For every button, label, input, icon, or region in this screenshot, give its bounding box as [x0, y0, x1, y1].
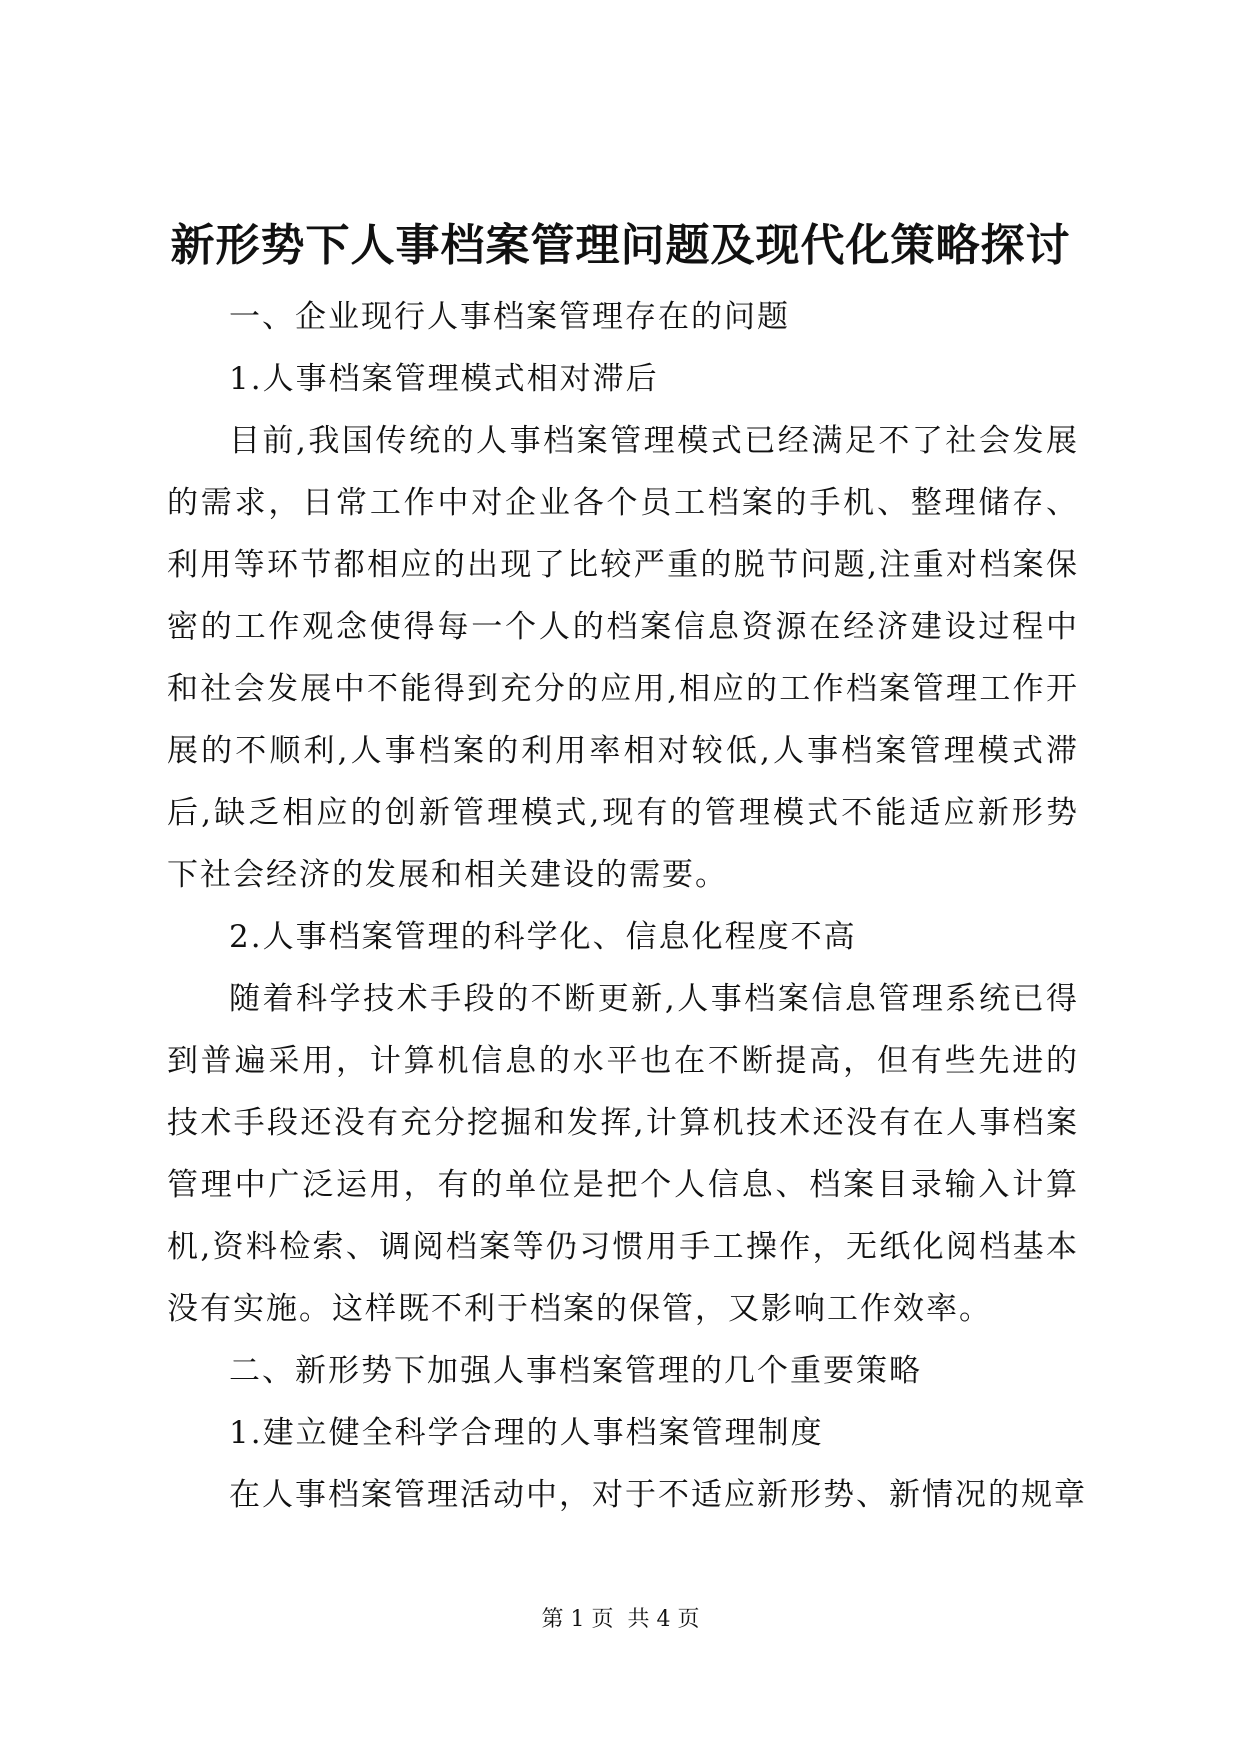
body-paragraph-3: 在人事档案管理活动中，对于不适应新形势、新情况的规章 — [229, 1477, 1087, 1513]
subsection-heading-1-1: 1.人事档案管理模式相对滞后 — [229, 361, 659, 397]
page-number: 第 1 页 — [541, 1607, 614, 1632]
document-title: 新形势下人事档案管理问题及现代化策略探讨 — [170, 220, 1071, 271]
body-paragraph-2: 随着科学技术手段的不断更新,人事档案信息管理系统已得到普遍采用，计算机信息的水平也在不断提高，但有些先进的技术手段还没有充分挖掘和发挥,计算机技术还没有在人事档案管理中广泛运用，有的单位是把个人信息、档案目录输入计算机,资料检索、调阅档案等仍习惯用手工操作，无纸化阅档基本没有实施。这样既不利于档案的保管，又影响工作效率。 — [167, 981, 1079, 1327]
document-body — [167, 286, 1087, 1526]
subsection-heading-1-2: 2.人事档案管理的科学化、信息化程度不高 — [229, 919, 857, 955]
section-heading-2: 二、新形势下加强人事档案管理的几个重要策略 — [229, 1353, 922, 1389]
subsection-heading-2-1: 1.建立健全科学合理的人事档案管理制度 — [229, 1415, 824, 1451]
page-total: 共 4 页 — [627, 1607, 700, 1632]
page-footer — [0, 1605, 1241, 1635]
section-heading-1: 一、企业现行人事档案管理存在的问题 — [229, 299, 790, 335]
body-paragraph-1: 目前,我国传统的人事档案管理模式已经满足不了社会发展的需求，日常工作中对企业各个员工档案的手机、整理储存、利用等环节都相应的出现了比较严重的脱节问题,注重对档案保密的工作观念使得每一个人的档案信息资源在经济建设过程中和社会发展中不能得到充分的应用,相应的工作档案管理工作开展的不顺利,人事档案的利用率相对较低,人事档案管理模式滞后,缺乏相应的创新管理模式,现有的管理模式不能适应新形势下社会经济的发展和相关建设的需要。 — [167, 423, 1079, 893]
